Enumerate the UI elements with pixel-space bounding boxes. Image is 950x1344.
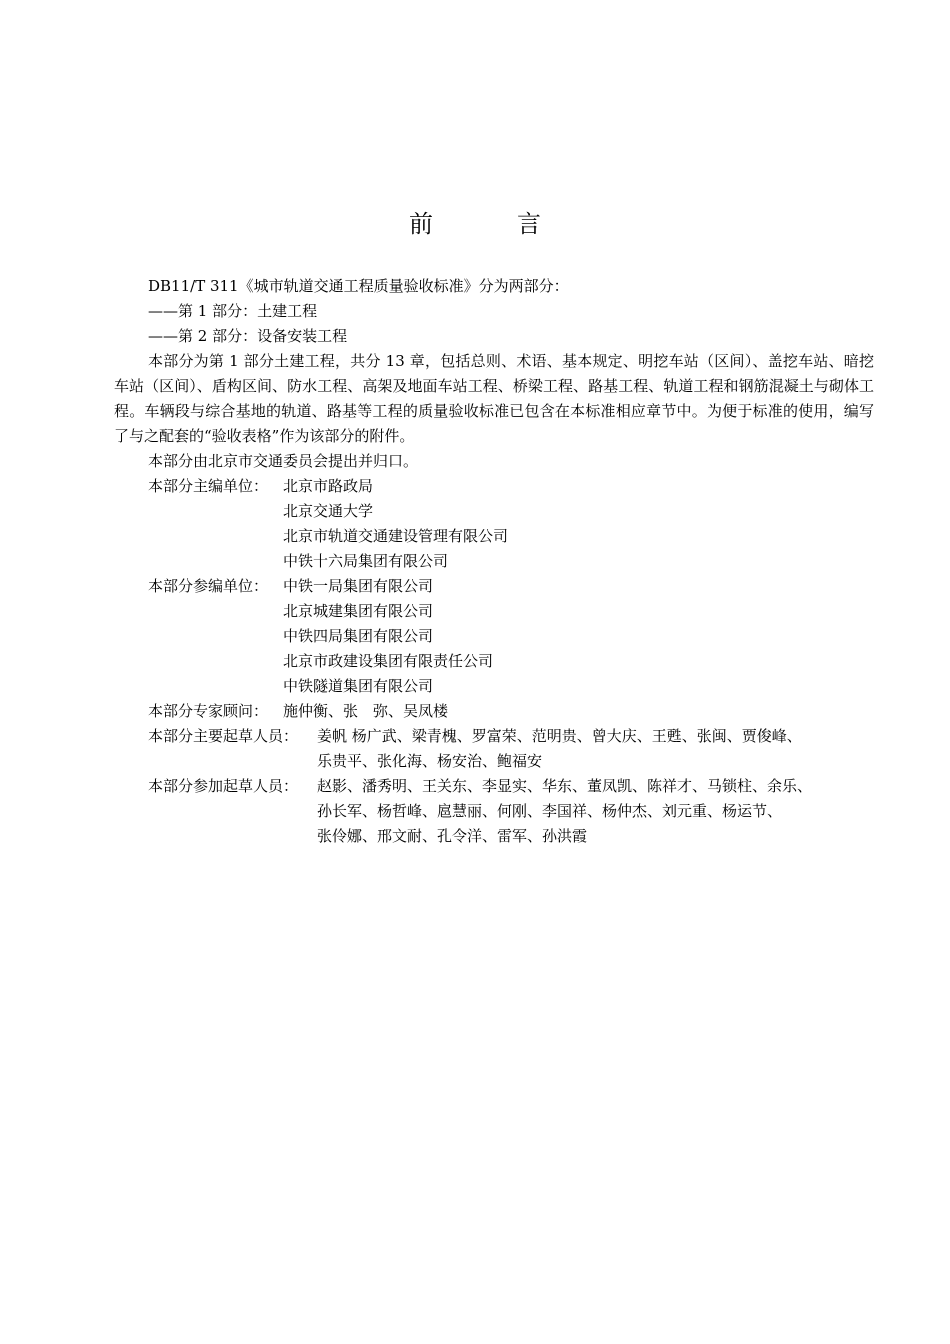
- scope-paragraph: 本部分为第 1 部分土建工程，共分 13 章，包括总则、术语、基本规定、明挖车站（区间）、盖挖车站、暗挖车站（区间）、盾构区间、防水工程、高架及地面车站工程、桥梁工程、路基工程、轨道工程和钢筋混凝土与砌体工程。车辆段与综合基地的轨道、路基等工程的质量验收标准已包含在本标准相应章节中。为便于标准的使用，编写了与之配套的“验收表格”作为该部分的附件。: [114, 352, 874, 445]
- chief-editors-list: [283, 474, 509, 570]
- participating-editor-unit: 中铁一局集团有限公司: [283, 577, 434, 595]
- main-drafters-block: [114, 724, 874, 770]
- participating-editor-unit: 中铁四局集团有限公司: [283, 627, 434, 645]
- main-drafters-line: 乐贵平、张化海、杨安治、鲍福安: [317, 752, 543, 770]
- chief-editor-unit: 北京市轨道交通建设管理有限公司: [283, 527, 509, 545]
- advisors-label: 本部分专家顾问：: [148, 702, 269, 720]
- other-drafters-list: [317, 774, 813, 845]
- chief-editor-unit: 中铁十六局集团有限公司: [283, 552, 449, 570]
- other-drafters-line: 孙长军、杨哲峰、扈慧丽、何刚、李国祥、杨仲杰、刘元重、杨运节、: [317, 802, 783, 820]
- chief-editors-label: 本部分主编单位：: [148, 477, 269, 495]
- intro-line: DB11/T 311《城市轨道交通工程质量验收标准》分为两部分：: [148, 277, 569, 295]
- part-2-line: ——第 2 部分：设备安装工程: [148, 327, 348, 345]
- other-drafters-line: 张伶娜、邢文耐、孔令洋、雷军、孙洪霞: [317, 827, 588, 845]
- other-drafters-label: 本部分参加起草人员：: [148, 777, 299, 795]
- chief-editor-unit: 北京市路政局: [283, 477, 374, 495]
- advisors-block: [114, 699, 874, 724]
- main-drafters-label: 本部分主要起草人员：: [148, 727, 299, 745]
- participating-editors-label: 本部分参编单位：: [148, 577, 269, 595]
- advisors-names: 施仲衡、张 弥、吴凤楼: [283, 702, 449, 720]
- proposer-paragraph: 本部分由北京市交通委员会提出并归口。: [148, 452, 419, 470]
- participating-editor-unit: 北京市政建设集团有限责任公司: [283, 652, 494, 670]
- participating-editor-unit: 北京城建集团有限公司: [283, 602, 434, 620]
- part-1-line: ——第 1 部分：土建工程: [148, 302, 318, 320]
- main-drafters-line: 姜帆 杨广武、梁青槐、罗富荣、范明贵、曾大庆、王甦、张闽、贾俊峰、: [317, 727, 802, 745]
- foreword-body: [114, 274, 874, 845]
- main-drafters-list: [317, 724, 802, 770]
- chief-editors-block: [114, 474, 874, 570]
- participating-editors-list: [283, 574, 494, 695]
- page-title: 前 言: [409, 210, 571, 238]
- chief-editor-unit: 北京交通大学: [283, 502, 374, 520]
- participating-editor-unit: 中铁隧道集团有限公司: [283, 677, 434, 695]
- other-drafters-block: [114, 774, 874, 845]
- participating-editors-block: [114, 574, 874, 695]
- other-drafters-line: 赵影、潘秀明、王关东、李显实、华东、董凤凯、陈祥才、马锁柱、余乐、: [317, 777, 813, 795]
